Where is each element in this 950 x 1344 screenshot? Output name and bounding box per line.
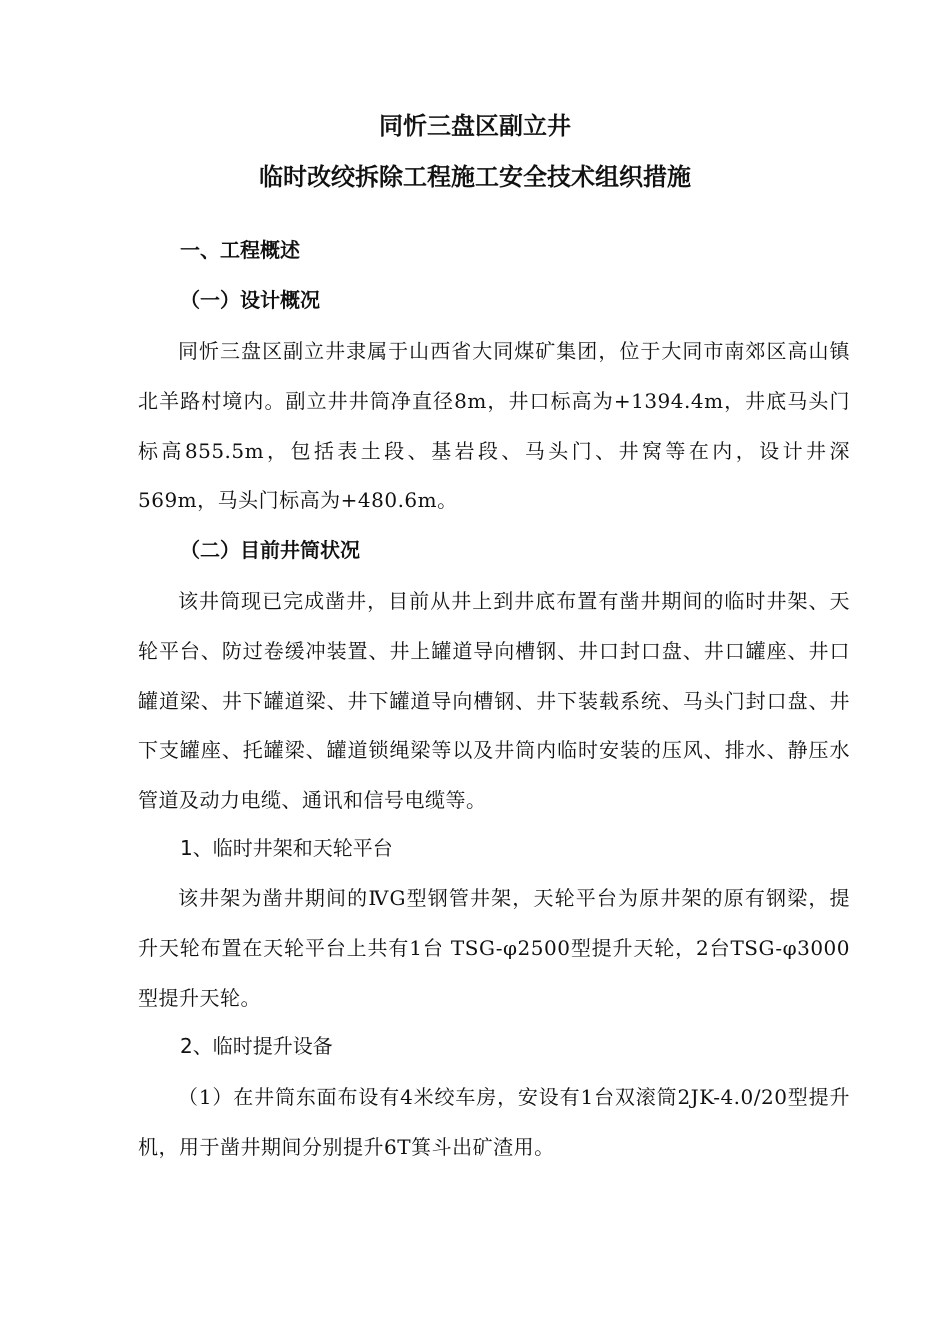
paragraph-headframe: 该井架为凿井期间的ⅣG型钢管井架，天轮平台为原井架的原有钢梁，提升天轮布置在天轮平台上共有1台 TSG-φ2500型提升天轮，2台TSG-φ3000型提升天轮。 xyxy=(138,886,850,1010)
paragraph-hoisting: （1）在井筒东面布设有4米绞车房，安设有1台双滚筒2JK-4.0/20型提升机，用于凿井期间分别提升6T箕斗出矿渣用。 xyxy=(138,1085,850,1159)
document-title-line1: 同忻三盘区副立井 xyxy=(379,112,571,140)
paragraph-shaft-status: 该井筒现已完成凿井，目前从井上到井底布置有凿井期间的临时井架、天轮平台、防过卷缓冲装置、井上罐道导向槽钢、井口封口盘、井口罐座、井口罐道梁、井下罐道梁、井下罐道导向槽钢、井下装载系统、马头门封口盘、井下支罐座、托罐梁、罐道锁绳梁等以及井筒内临时安装的压风、排水、静压水管道及动力电缆、通讯和信号电缆等。 xyxy=(138,589,850,813)
paragraph-design-overview: 同忻三盘区副立井隶属于山西省大同煤矿集团，位于大同市南郊区高山镇北羊路村境内。副立井井筒净直径8m，井口标高为+1394.4m，井底马头门标高855.5m，包括表土段、基岩段、马头门、井窝等在内，设计井深569m，马头门标高为+480.6m。 xyxy=(138,339,850,513)
item-heading-headframe: 1、临时井架和天轮平台 xyxy=(180,836,393,860)
document-title-line2: 临时改绞拆除工程施工安全技术组织措施 xyxy=(259,163,691,191)
section-heading-overview: 一、工程概述 xyxy=(180,238,300,262)
item-heading-hoisting: 2、临时提升设备 xyxy=(180,1034,333,1058)
subsection-heading-shaft-status: （二）目前井筒状况 xyxy=(180,538,360,562)
subsection-heading-design: （一）设计概况 xyxy=(180,288,320,312)
